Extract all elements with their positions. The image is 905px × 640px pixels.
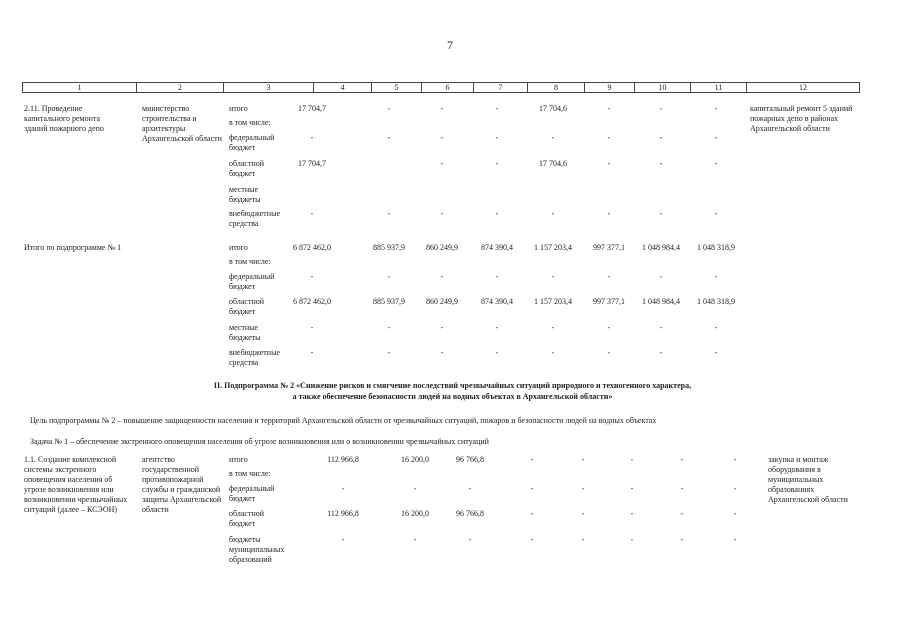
cell-value: - xyxy=(495,209,499,218)
cell-value: - xyxy=(551,209,555,218)
col-header: 6 xyxy=(421,83,473,92)
cell-value: - xyxy=(387,104,391,113)
cell-value: - xyxy=(659,133,663,142)
cell-value: - xyxy=(607,159,611,168)
cell-value: 6 872 462,0 xyxy=(293,297,331,306)
cell-value: - xyxy=(680,535,684,544)
cell-value: - xyxy=(581,484,585,493)
cell-value: - xyxy=(714,348,718,357)
cell-value: - xyxy=(495,348,499,357)
item-result: капитальный ремонт 5 зданий пожарных депо в районах Архангельской области xyxy=(750,104,853,133)
cell-value: - xyxy=(551,323,555,332)
row-label: внебюджетные средства xyxy=(229,348,280,367)
cell-value: 1 157 203,4 xyxy=(534,297,572,306)
cell-value: - xyxy=(468,484,472,493)
cell-value: - xyxy=(607,209,611,218)
cell-value: 1 048 984,4 xyxy=(642,243,680,252)
cell-value: - xyxy=(551,133,555,142)
cell-value: 16 200,0 xyxy=(401,455,429,464)
cell-value: - xyxy=(630,455,634,464)
col-header: 5 xyxy=(371,83,421,92)
cell-value: - xyxy=(714,159,718,168)
item-executor: министерство строительства и архитектуры Архангельской области xyxy=(142,104,222,143)
cell-value: 1 157 203,4 xyxy=(534,243,572,252)
cell-value: - xyxy=(310,272,314,281)
col-header: 9 xyxy=(584,83,634,92)
cell-value: 112 966,8 xyxy=(327,509,359,518)
cell-value: 6 872 462,0 xyxy=(293,243,331,252)
row-label: бюджеты муниципальных образований xyxy=(229,535,285,564)
cell-value: - xyxy=(495,159,499,168)
col-header: 8 xyxy=(527,83,584,92)
cell-value: - xyxy=(659,209,663,218)
item-name: 1.1. Создание комплексной системы экстренного оповещения населения об угрозе возникновения или возникновении чрезвычайных ситуаций (далее – КСЭОН) xyxy=(24,455,128,514)
row-label: областной бюджет xyxy=(229,297,265,316)
cell-value: - xyxy=(607,272,611,281)
cell-value: - xyxy=(530,455,534,464)
cell-value: - xyxy=(387,133,391,142)
cell-value: - xyxy=(440,133,444,142)
cell-value: - xyxy=(310,133,314,142)
col-header: 2 xyxy=(136,83,223,92)
col-header: 10 xyxy=(634,83,690,92)
cell-value: - xyxy=(495,133,499,142)
cell-value: - xyxy=(733,509,737,518)
cell-value: - xyxy=(607,133,611,142)
row-label: итого xyxy=(229,243,248,252)
cell-value: - xyxy=(714,104,718,113)
cell-value: - xyxy=(581,535,585,544)
cell-value: - xyxy=(581,509,585,518)
row-label: местные бюджеты xyxy=(229,323,261,342)
item-executor: агентство государственной противопожарной службы и гражданской защиты Архангельской области xyxy=(142,455,222,514)
cell-value: 112 966,8 xyxy=(327,455,359,464)
row-label: местные бюджеты xyxy=(229,185,261,204)
cell-value: - xyxy=(530,509,534,518)
cell-value: - xyxy=(387,348,391,357)
col-header: 7 xyxy=(473,83,527,92)
item-name: Итого по подпрограмме № 1 xyxy=(24,243,122,252)
cell-value: - xyxy=(341,484,345,493)
cell-value: - xyxy=(659,323,663,332)
cell-value: - xyxy=(440,348,444,357)
item-result: закупка и монтаж оборудования в муниципальных образованиях Архангельской области xyxy=(768,455,848,504)
cell-value: - xyxy=(440,159,444,168)
cell-value: - xyxy=(387,323,391,332)
cell-value: - xyxy=(714,272,718,281)
cell-value: - xyxy=(341,535,345,544)
cell-value: 1 048 318,9 xyxy=(697,243,735,252)
cell-value: 885 937,9 xyxy=(373,297,405,306)
cell-value: 17 704,7 xyxy=(298,104,326,113)
cell-value: 1 048 984,4 xyxy=(642,297,680,306)
cell-value: 997 377,1 xyxy=(593,243,625,252)
cell-value: 17 704,6 xyxy=(539,104,567,113)
row-label: итого xyxy=(229,104,248,113)
cell-value: - xyxy=(630,535,634,544)
cell-value: - xyxy=(680,484,684,493)
cell-value: 860 249,9 xyxy=(426,297,458,306)
cell-value: - xyxy=(495,323,499,332)
subprogram-title: II. Подпрограмма № 2 «Снижение рисков и смягчение последствий чрезвычайных ситуаций природного и техногенного характера, xyxy=(213,381,692,390)
cell-value: - xyxy=(551,348,555,357)
row-label: итого xyxy=(229,455,248,464)
cell-value: 997 377,1 xyxy=(593,297,625,306)
cell-value: 874 390,4 xyxy=(481,297,513,306)
cell-value: 874 390,4 xyxy=(481,243,513,252)
row-label: в том числе: xyxy=(229,469,271,478)
cell-value: - xyxy=(607,348,611,357)
cell-value: - xyxy=(440,272,444,281)
cell-value: 1 048 318,9 xyxy=(697,297,735,306)
cell-value: - xyxy=(733,535,737,544)
cell-value: - xyxy=(530,484,534,493)
cell-value: 17 704,7 xyxy=(298,159,326,168)
col-header: 11 xyxy=(690,83,746,92)
cell-value: - xyxy=(387,209,391,218)
cell-value: 16 200,0 xyxy=(401,509,429,518)
cell-value: 96 766,8 xyxy=(456,455,484,464)
cell-value: - xyxy=(440,209,444,218)
cell-value: - xyxy=(733,484,737,493)
col-header: 12 xyxy=(746,83,859,92)
cell-value: - xyxy=(607,104,611,113)
row-label: федеральный бюджет xyxy=(229,484,275,503)
subprogram-goal: Цель подпрограммы № 2 – повышение защищенности населения и территорий Архангельской области от чрезвычайных ситуаций, пожаров и безопасности людей на водных объектах xyxy=(30,416,657,425)
row-label: в том числе: xyxy=(229,118,271,127)
col-header: 3 xyxy=(223,83,313,92)
cell-value: - xyxy=(659,272,663,281)
row-label: областной бюджет xyxy=(229,509,265,528)
page-number: 7 xyxy=(447,38,453,52)
cell-value: - xyxy=(440,104,444,113)
cell-value: 17 704,6 xyxy=(539,159,567,168)
row-label: федеральный бюджет xyxy=(229,133,275,152)
table-header-row xyxy=(22,82,860,93)
cell-value: 96 766,8 xyxy=(456,509,484,518)
row-label: внебюджетные средства xyxy=(229,209,280,228)
cell-value: - xyxy=(551,272,555,281)
cell-value: - xyxy=(387,272,391,281)
cell-value: - xyxy=(714,209,718,218)
cell-value: - xyxy=(440,323,444,332)
item-name: 2.11. Проведение капитального ремонта зданий пожарного депо xyxy=(24,104,104,133)
cell-value: 885 937,9 xyxy=(373,243,405,252)
cell-value: - xyxy=(495,272,499,281)
row-label: в том числе: xyxy=(229,257,271,266)
cell-value: - xyxy=(630,484,634,493)
row-label: федеральный бюджет xyxy=(229,272,275,291)
task-title: Задача № 1 – обеспечение экстренного оповещения населения об угрозе возникновения или о возникновении чрезвычайных ситуаций xyxy=(30,437,489,446)
cell-value: - xyxy=(659,159,663,168)
cell-value: - xyxy=(581,455,585,464)
cell-value: 860 249,9 xyxy=(426,243,458,252)
cell-value: - xyxy=(468,535,472,544)
cell-value: - xyxy=(714,323,718,332)
cell-value: - xyxy=(659,348,663,357)
col-header: 4 xyxy=(313,83,371,92)
cell-value: - xyxy=(680,509,684,518)
cell-value: - xyxy=(413,484,417,493)
cell-value: - xyxy=(413,535,417,544)
row-label: областной бюджет xyxy=(229,159,265,178)
cell-value: - xyxy=(680,455,684,464)
cell-value: - xyxy=(310,209,314,218)
cell-value: - xyxy=(714,133,718,142)
cell-value: - xyxy=(310,323,314,332)
subprogram-title-line2: а также обеспечение безопасности людей на водных объектах в Архангельской области» xyxy=(292,392,613,401)
col-header: 1 xyxy=(77,83,82,92)
cell-value: - xyxy=(310,348,314,357)
cell-value: - xyxy=(607,323,611,332)
cell-value: - xyxy=(630,509,634,518)
cell-value: - xyxy=(659,104,663,113)
cell-value: - xyxy=(733,455,737,464)
cell-value: - xyxy=(495,104,499,113)
cell-value: - xyxy=(530,535,534,544)
